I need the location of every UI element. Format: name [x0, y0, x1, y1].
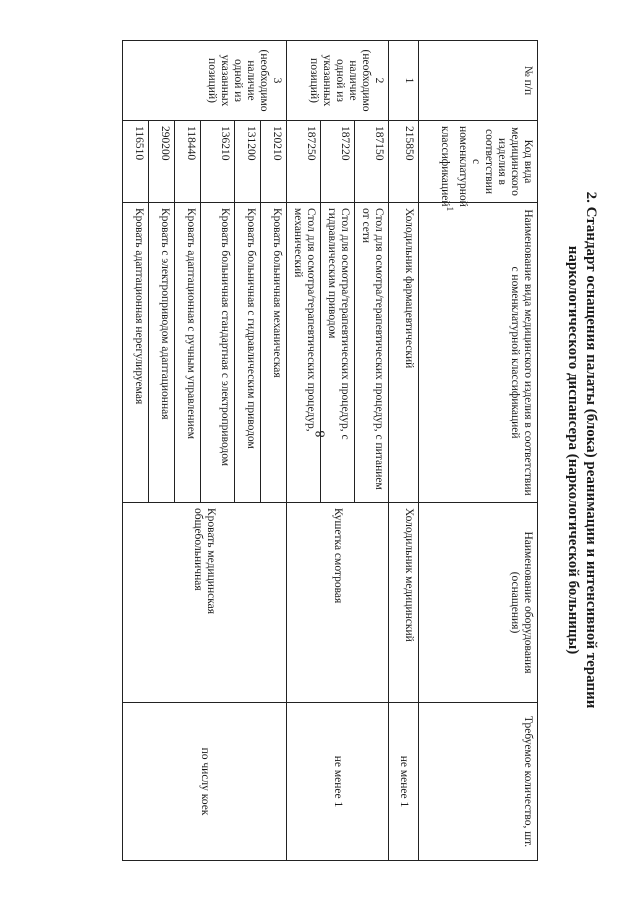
- item-code: 116510: [123, 121, 149, 203]
- document-content: [110, 40, 600, 860]
- header-code: [419, 121, 538, 212]
- header-quantity: Требуемое количество, шт.: [419, 703, 538, 861]
- item-name: Кровать адаптационная с ручным управлением: [175, 203, 201, 503]
- item-code: 118440: [175, 121, 201, 203]
- item-name: Кровать адаптационная нерегулируемая: [123, 203, 149, 503]
- item-code: 131200: [235, 121, 261, 203]
- document-title: [564, 40, 600, 860]
- item-name: Стол для осмотра/терапевтических процедур, механический: [287, 203, 321, 503]
- equipment-name: Кровать медицинская общебольничная: [123, 503, 287, 703]
- page-number: 8: [313, 430, 329, 438]
- item-name: Кровать больничная механическая: [261, 203, 287, 503]
- row-number: 3 (необходимо наличие одной из указанных позиций): [123, 41, 287, 121]
- table-row: [355, 41, 389, 861]
- header-name: Наименование вида медицинского изделия в соответствии с номенклатурной классификацией: [419, 203, 538, 503]
- item-name: Кровать больничная с гидравлическим приводом: [235, 203, 261, 503]
- item-code: 215850: [389, 121, 419, 203]
- table-row: [261, 41, 287, 861]
- equipment-name: Холодильник медицинский: [389, 503, 419, 703]
- item-code: 187220: [321, 121, 355, 203]
- item-name: Кровать с электроприводом адаптационная: [149, 203, 175, 503]
- required-quantity: не менее 1: [389, 703, 419, 861]
- item-code: 136210: [201, 121, 235, 203]
- equipment-name: Кушетка смотровая: [287, 503, 389, 703]
- item-name: Холодильник фармацевтический: [389, 203, 419, 503]
- item-name: Стол для осмотра/терапевтических процедур, с гидравлическим приводом: [321, 203, 355, 503]
- item-code: 290200: [149, 121, 175, 203]
- item-code: 187250: [287, 121, 321, 203]
- header-row: [419, 41, 538, 861]
- title-line-1: 2. Стандарт оснащения палаты (блока) реанимации и интенсивной терапии: [583, 191, 599, 709]
- row-number: 2 (необходимо наличие одной из указанных позиций): [287, 41, 389, 121]
- equipment-standard-table: [122, 40, 538, 861]
- row-number: 1: [389, 41, 419, 121]
- header-num: № п/п: [419, 41, 538, 121]
- table-row: [389, 41, 419, 861]
- item-code: 120210: [261, 121, 287, 203]
- item-name: Кровать больничная стандартная с электроприводом: [201, 203, 235, 503]
- item-code: 187150: [355, 121, 389, 203]
- item-name: Стол для осмотра/терапевтических процедур, с питанием от сети: [355, 203, 389, 503]
- header-code-text: Код вида медицинского изделия в соответствии с номенклатурной классификацией: [439, 126, 534, 207]
- header-code-footnote: 1: [444, 206, 455, 212]
- title-line-2: наркологического диспансера (наркологической больницы): [565, 245, 581, 655]
- required-quantity: по числу коек: [123, 703, 287, 861]
- header-equipment: Наименование оборудования (оснащения): [419, 503, 538, 703]
- required-quantity: не менее 1: [287, 703, 389, 861]
